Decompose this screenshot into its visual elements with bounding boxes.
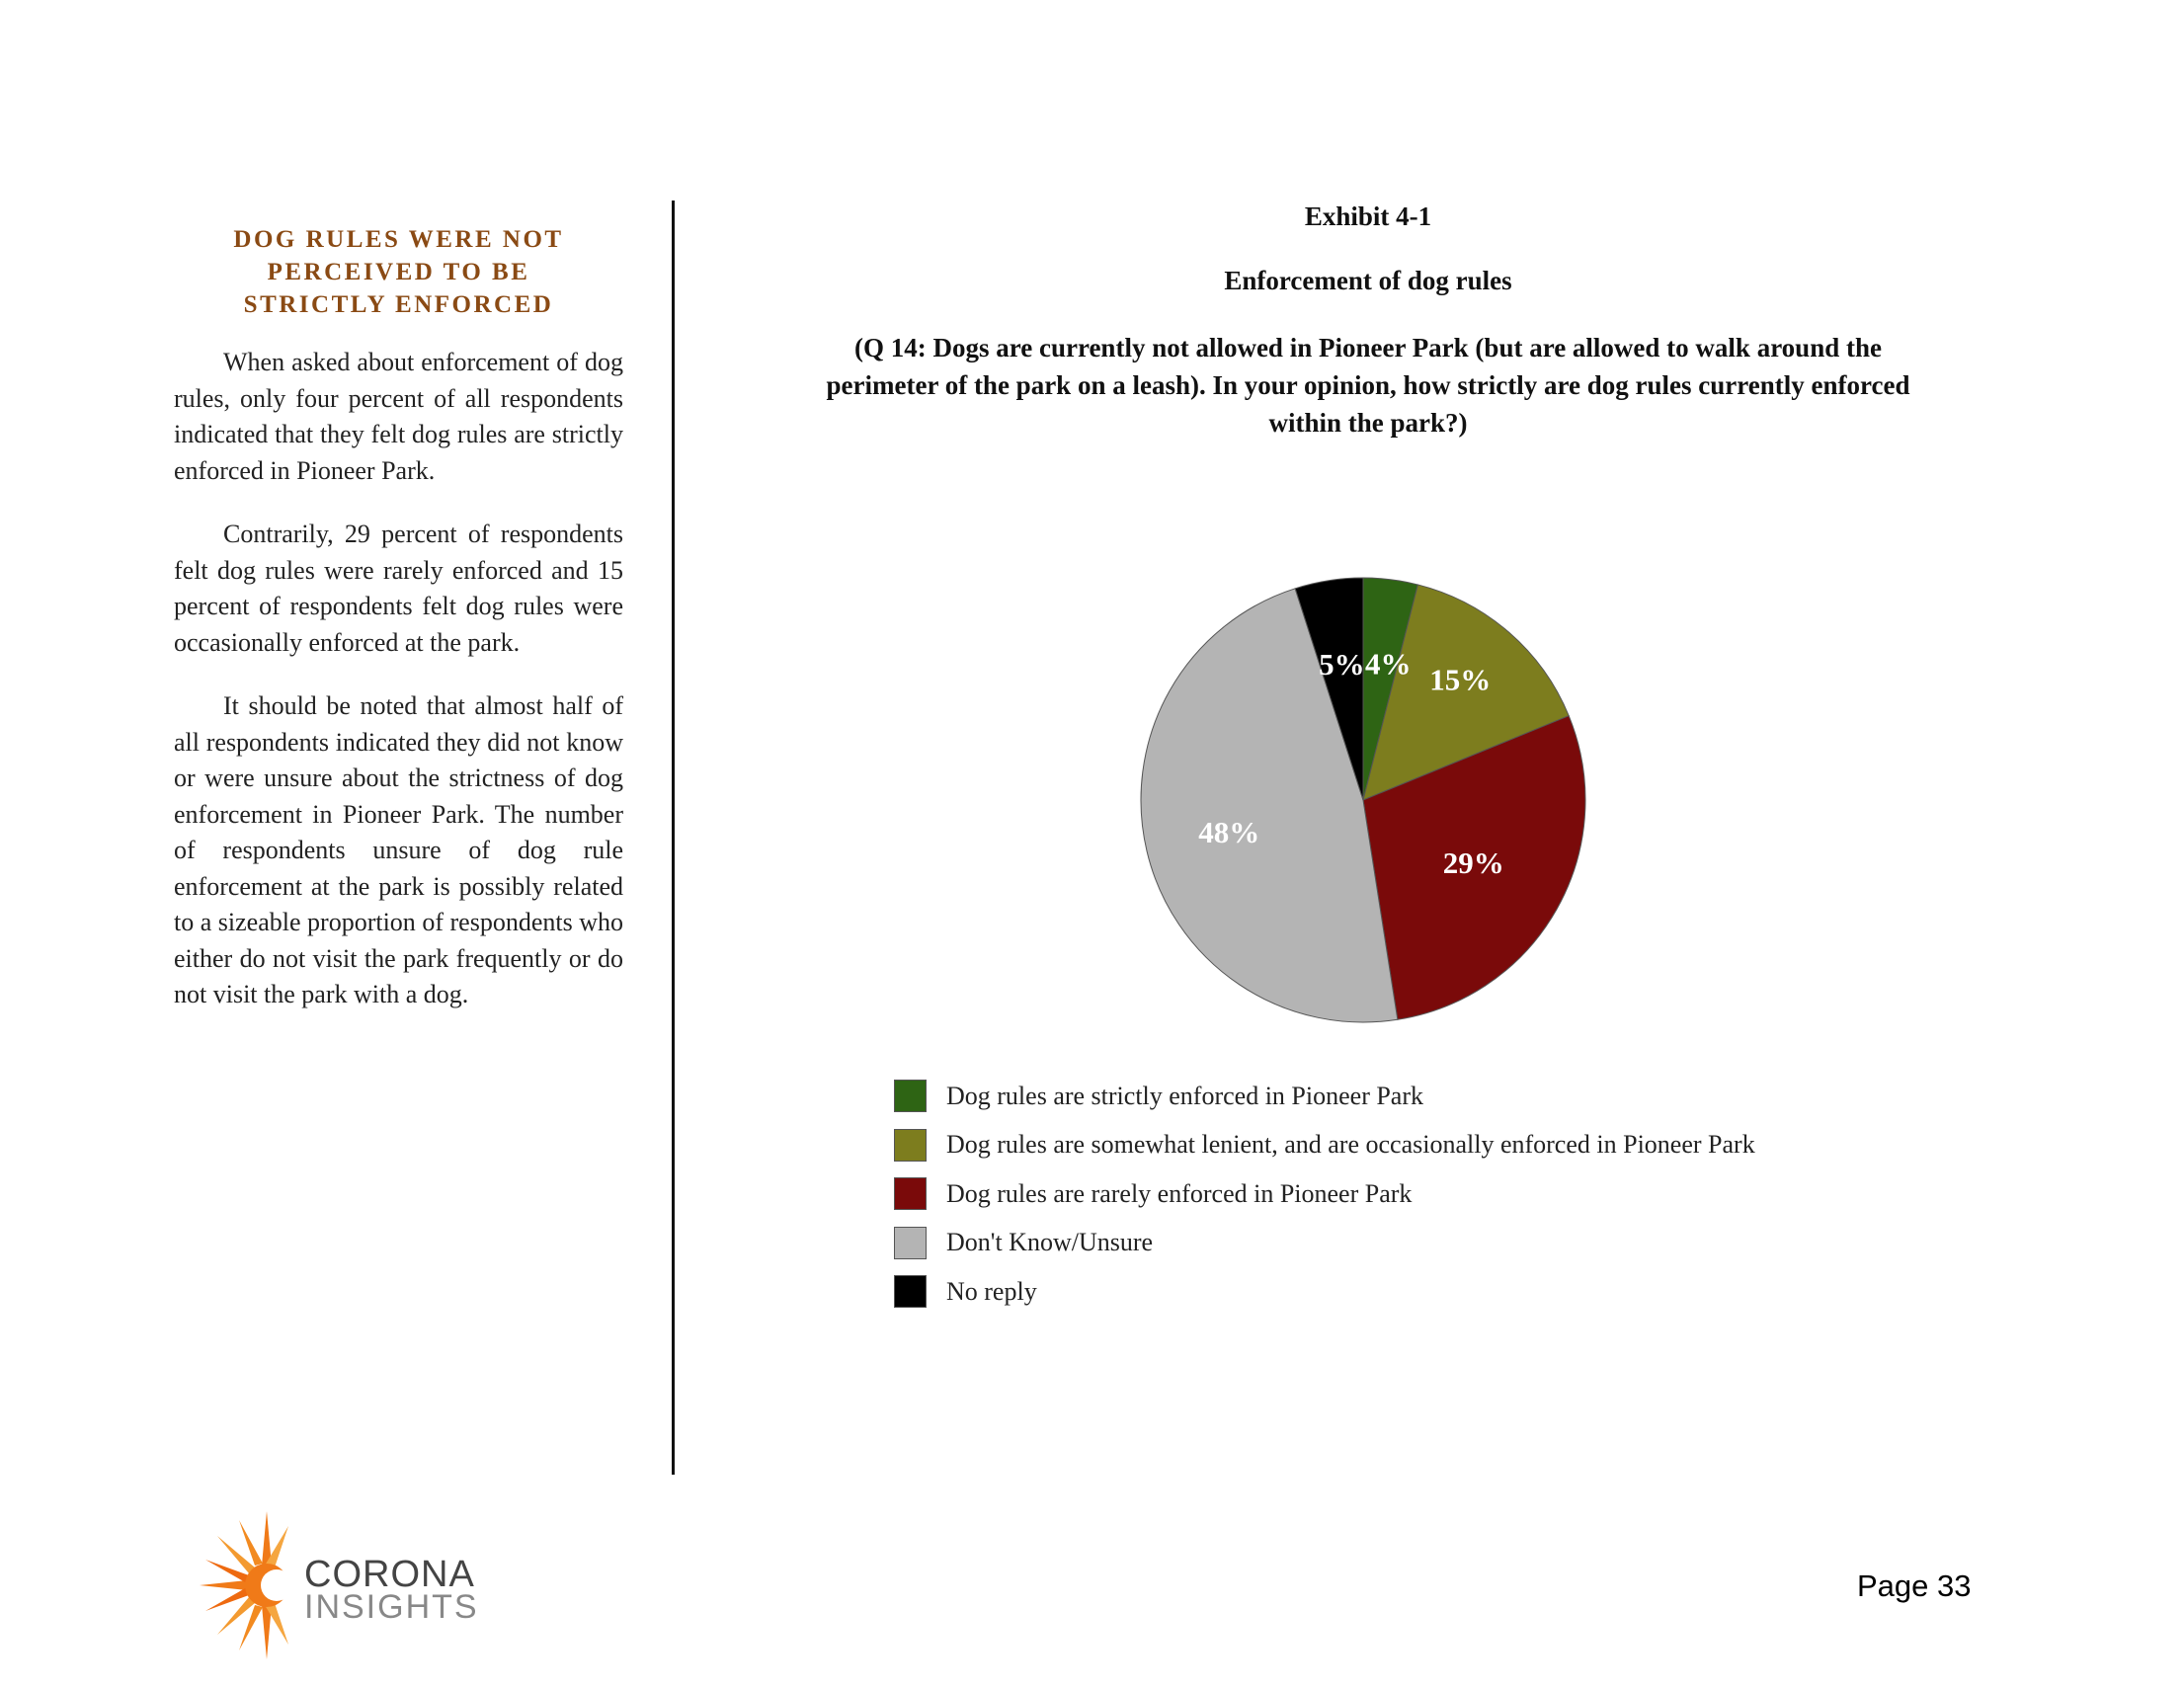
pie-data-label: 15% [1429,662,1492,697]
legend-label: Dog rules are strictly enforced in Pioneer Park [946,1081,1424,1110]
legend-item [894,1072,1882,1121]
sidebar-heading [174,223,623,321]
chart-legend [894,1072,1882,1317]
legend-item [894,1267,1882,1317]
pie-chart [1126,563,1600,1037]
survey-question [731,329,2005,442]
legend-swatch [894,1227,927,1259]
logo-line: CORONA [304,1554,475,1595]
question-line: (Q 14: Dogs are currently not allowed in Pioneer Park (but are allowed to walk around the [854,333,1882,362]
sidebar-heading-line: STRICTLY ENFORCED [243,291,554,318]
chart-title: Enforcement of dog rules [1224,266,1512,295]
pie-data-label: 4% [1365,646,1412,682]
question-line: within the park?) [1268,408,1468,438]
logo-wordmark [304,1554,479,1626]
legend-label: No reply [946,1276,1037,1306]
pie-data-label: 5% [1319,647,1365,683]
sidebar-heading-line: PERCEIVED TO BE [267,259,530,285]
legend-swatch [894,1177,927,1210]
page-number: Page 33 [1857,1568,1972,1603]
sidebar-paragraph: Contrarily, 29 percent of respondents felt dog rules were rarely enforced and 15 percent of respondents felt dog rules were occasionally enforced at the park. [174,520,623,657]
legend-swatch [894,1275,927,1308]
column-divider [672,201,675,1475]
legend-item [894,1121,1882,1170]
legend-item [894,1219,1882,1268]
legend-label: Dog rules are somewhat lenient, and are occasionally enforced in Pioneer Park [946,1130,1755,1160]
corona-insights-logo [198,1506,494,1664]
pie-data-label: 29% [1442,844,1504,880]
sidebar-paragraph: It should be noted that almost half of all respondents indicated they did not know or were unsure about the strictness of dog enforcement in Pioneer Park. The number of respondents unsure of dog rule enforcement at the park is possibly related to a sizeable proportion of respondents who either do not visit the park frequently or do not visit the park with a dog. [174,691,623,1008]
legend-label: Don't Know/Unsure [946,1228,1154,1257]
legend-item [894,1169,1882,1219]
legend-label: Dog rules are rarely enforced in Pioneer Park [946,1178,1413,1208]
legend-swatch [894,1129,927,1162]
sidebar-paragraph: When asked about enforcement of dog rules, only four percent of all respondents indicated that they felt dog rules are strictly enforced in Pioneer Park. [174,348,623,485]
sidebar [174,223,623,1041]
logo-line: INSIGHTS [304,1588,479,1626]
legend-swatch [894,1080,927,1112]
pie-data-label: 48% [1198,815,1260,850]
sidebar-heading-line: DOG RULES WERE NOT [233,226,564,253]
exhibit-label: Exhibit 4-1 [1304,201,1432,231]
sunburst-icon [198,1506,306,1664]
question-line: perimeter of the park on a leash). In your opinion, how strictly are dog rules currently enforced [826,370,1910,400]
